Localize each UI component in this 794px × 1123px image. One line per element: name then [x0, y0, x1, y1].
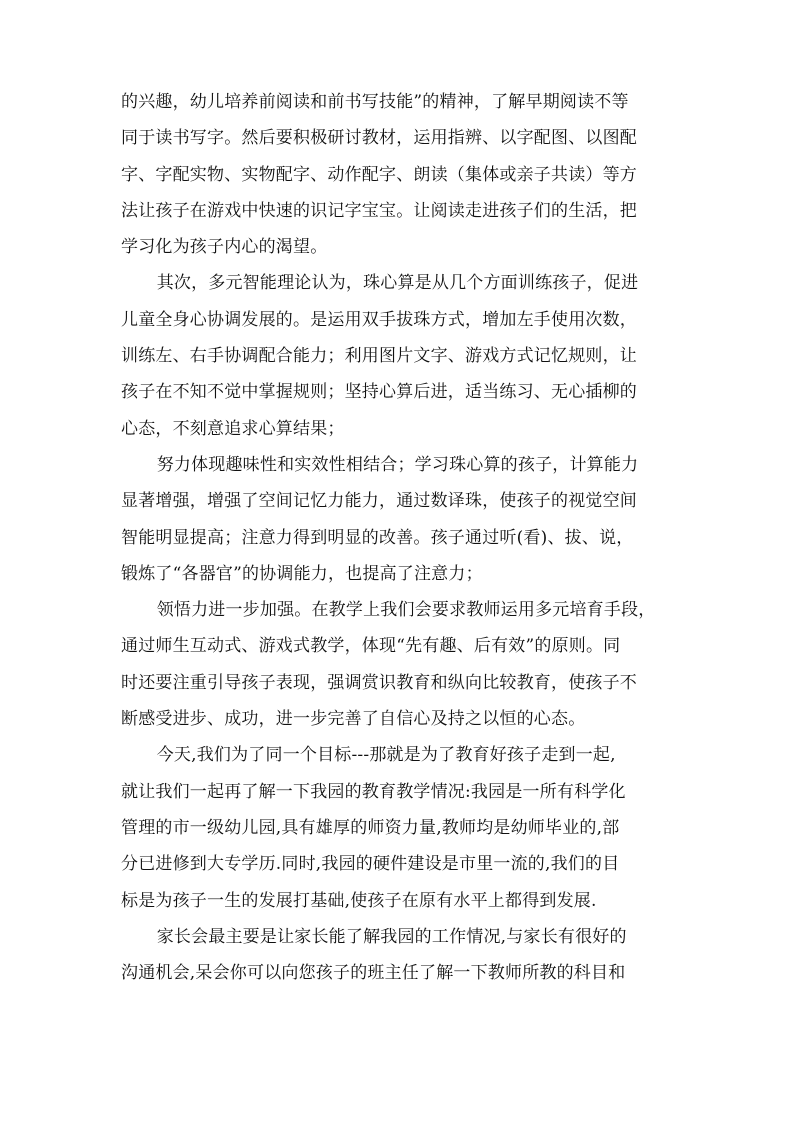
text-line: 孩子在不知不觉中掌握规则；坚持心算后进，适当练习、无心插柳的 — [121, 382, 637, 403]
text-line: 标是为孩子一生的发展打基础,使孩子在原有水平上都得到发展. — [121, 890, 597, 911]
text-line: 显著增强，增强了空间记忆力能力，通过数译珠，使孩子的视觉空间 — [121, 491, 637, 512]
text-line: 字、字配实物、实物配字、动作配字、朗读（集体或亲子共读）等方 — [121, 164, 637, 185]
text-line: 同于读书写字。然后要积极研讨教材，运用指辨、以字配图、以图配 — [121, 128, 637, 149]
paragraph-1 — [121, 84, 679, 265]
text-line: 法让孩子在游戏中快速的识记字宝宝。让阅读走进孩子们的生活，把 — [121, 200, 637, 221]
text-line: 沟通机会,呆会你可以向您孩子的班主任了解一下教师所教的科目和 — [121, 963, 626, 984]
text-line: 家长会最主要是让家长能了解我园的工作情况,与家长有很好的 — [156, 926, 627, 947]
text-line: 学习化为孩子内心的渴望。 — [121, 237, 328, 258]
paragraph-6 — [121, 919, 679, 992]
paragraph-5 — [121, 737, 679, 918]
text-line: 就让我们一起再了解一下我园的教育教学情况:我园是一所有科学化 — [121, 781, 626, 802]
text-line: 通过师生互动式、游戏式教学，体现“先有趣、后有效”的原则。同 — [121, 636, 621, 657]
text-line: 心态，不刻意追求心算结果； — [121, 418, 345, 439]
text-line: 其次，多元智能理论认为，珠心算是从几个方面训练孩子，促进 — [156, 273, 639, 294]
paragraph-2 — [121, 265, 679, 446]
text-line: 智能明显提高；注意力得到明显的改善。孩子通过听(看)、拔、说， — [121, 527, 634, 548]
text-line: 断感受进步、成功，进一步完善了自信心及持之以恒的心态。 — [121, 709, 586, 730]
text-line: 管理的市一级幼儿园,具有雄厚的师资力量,教师均是幼师毕业的,部 — [121, 817, 620, 838]
text-line: 训练左、右手协调配合能力；利用图片文字、游戏方式记忆规则，让 — [121, 346, 637, 367]
text-line: 领悟力进一步加强。在教学上我们会要求教师运用多元培育手段， — [156, 600, 656, 621]
paragraph-3 — [121, 447, 679, 592]
text-line: 锻炼了“各器官”的协调能力，也提高了注意力； — [121, 563, 483, 584]
text-line: 时还要注重引导孩子表现，强调赏识教育和纵向比较教育，使孩子不 — [121, 672, 637, 693]
text-line: 儿童全身心协调发展的。是运用双手拔珠方式，增加左手使用次数， — [121, 309, 637, 330]
paragraph-4 — [121, 592, 679, 737]
text-line: 分已进修到大专学历.同时,我园的硬件建设是市里一流的,我们的目 — [121, 854, 620, 875]
text-line: 的兴趣，幼儿培养前阅读和前书写技能”的精神，了解早期阅读不等 — [121, 92, 629, 112]
text-line: 今天,我们为了同一个目标---那就是为了教育好孩子走到一起, — [156, 745, 616, 766]
text-line: 努力体现趣味性和实效性相结合；学习珠心算的孩子，计算能力 — [156, 454, 639, 475]
document-body — [121, 84, 679, 991]
